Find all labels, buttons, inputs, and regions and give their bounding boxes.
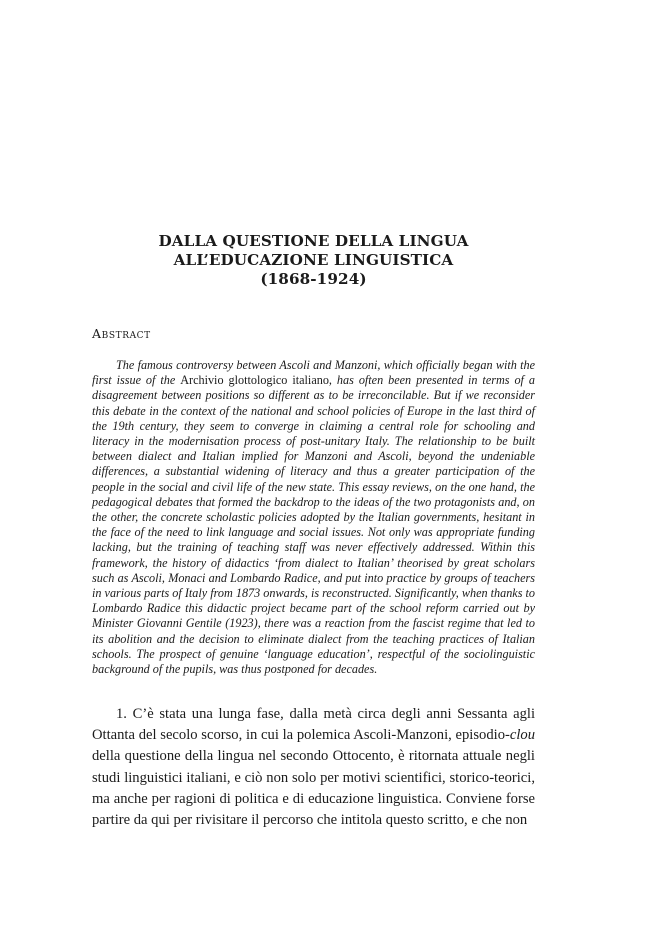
- abstract-paragraph: [92, 358, 535, 677]
- article-title: [92, 232, 535, 289]
- body-paragraph: [92, 704, 535, 831]
- title-line-2: ALL’EDUCAZIONE LINGUISTICA: [173, 251, 454, 269]
- italic-term: clou: [509, 727, 535, 744]
- title-line-1: DALLA QUESTIONE DELLA LINGUA: [158, 232, 469, 250]
- body-text-part-1: C’è stata una lunga fase, dalla metà circa degli anni Sessanta agli Ottanta del secolo scorso, in cui la polemica Ascoli-Manzoni, episodio-: [92, 706, 535, 744]
- title-years: (1868-1924): [260, 270, 367, 288]
- body-text-part-2: della questione della lingua nel secondo Ottocento, è ritornata attuale negli studi linguistici italiani, e ciò non solo per motivi scientifici, storico-teorici, ma anche per ragioni di politica e di educazione linguistica. Conviene forse partire da qui per rivisitare il percorso che intitola questo scritto, e che non: [92, 748, 535, 829]
- abstract-text-part-2: , has often been presented in terms of a disagreement between positions so different as to be irreconcilable. But if we reconsider this debate in the context of the national and school policies of Europe in the last third of the 19th century, they seem to converge in claiming a central role for schooling and literacy in the modernisation process of post-unitary Italy. The relationship to be built between dialect and Italian implied for Manzoni and Ascoli, beyond the undeniable differences, a substantial widening of literacy and thus a greater participation of the people in the social and civil life of the new state. This essay reviews, on the one hand, the pedagogical debates that formed the backdrop to the ideas of the two protagonists and, on the other, the concrete scholastic policies adopted by the Italian governments, hesitant in the face of the need to link language and social issues. Not only was appropriate funding lacking, but the training of teaching staff was never effectively addressed. Within this framework, the history of didactics ‘from dialect to Italian’ theorised by great scholars such as Ascoli, Monaci and Lombardo Radice, and put into practice by groups of teachers in various parts of Italy from 1873 onwards, is reconstructed. Significantly, when thanks to Lombardo Radice this didactic project became part of the school reform carried out by Minister Giovanni Gentile (1923), there was a reaction from the fascist regime that led to its abolition and the decision to eliminate dialect from the teaching practices of Italian schools. The prospect of genuine ‘language education’, respectful of the sociolinguistic background of the pupils, was thus postponed for decades.: [92, 373, 535, 677]
- section-number: 1.: [116, 706, 127, 722]
- abstract-text-part-1: The famous controversy between Ascoli and Manzoni, which officially began with the first issue of the: [92, 358, 535, 388]
- abstract-heading: Abstract: [92, 326, 151, 341]
- journal-title: Archivio glottologico italiano: [180, 373, 329, 388]
